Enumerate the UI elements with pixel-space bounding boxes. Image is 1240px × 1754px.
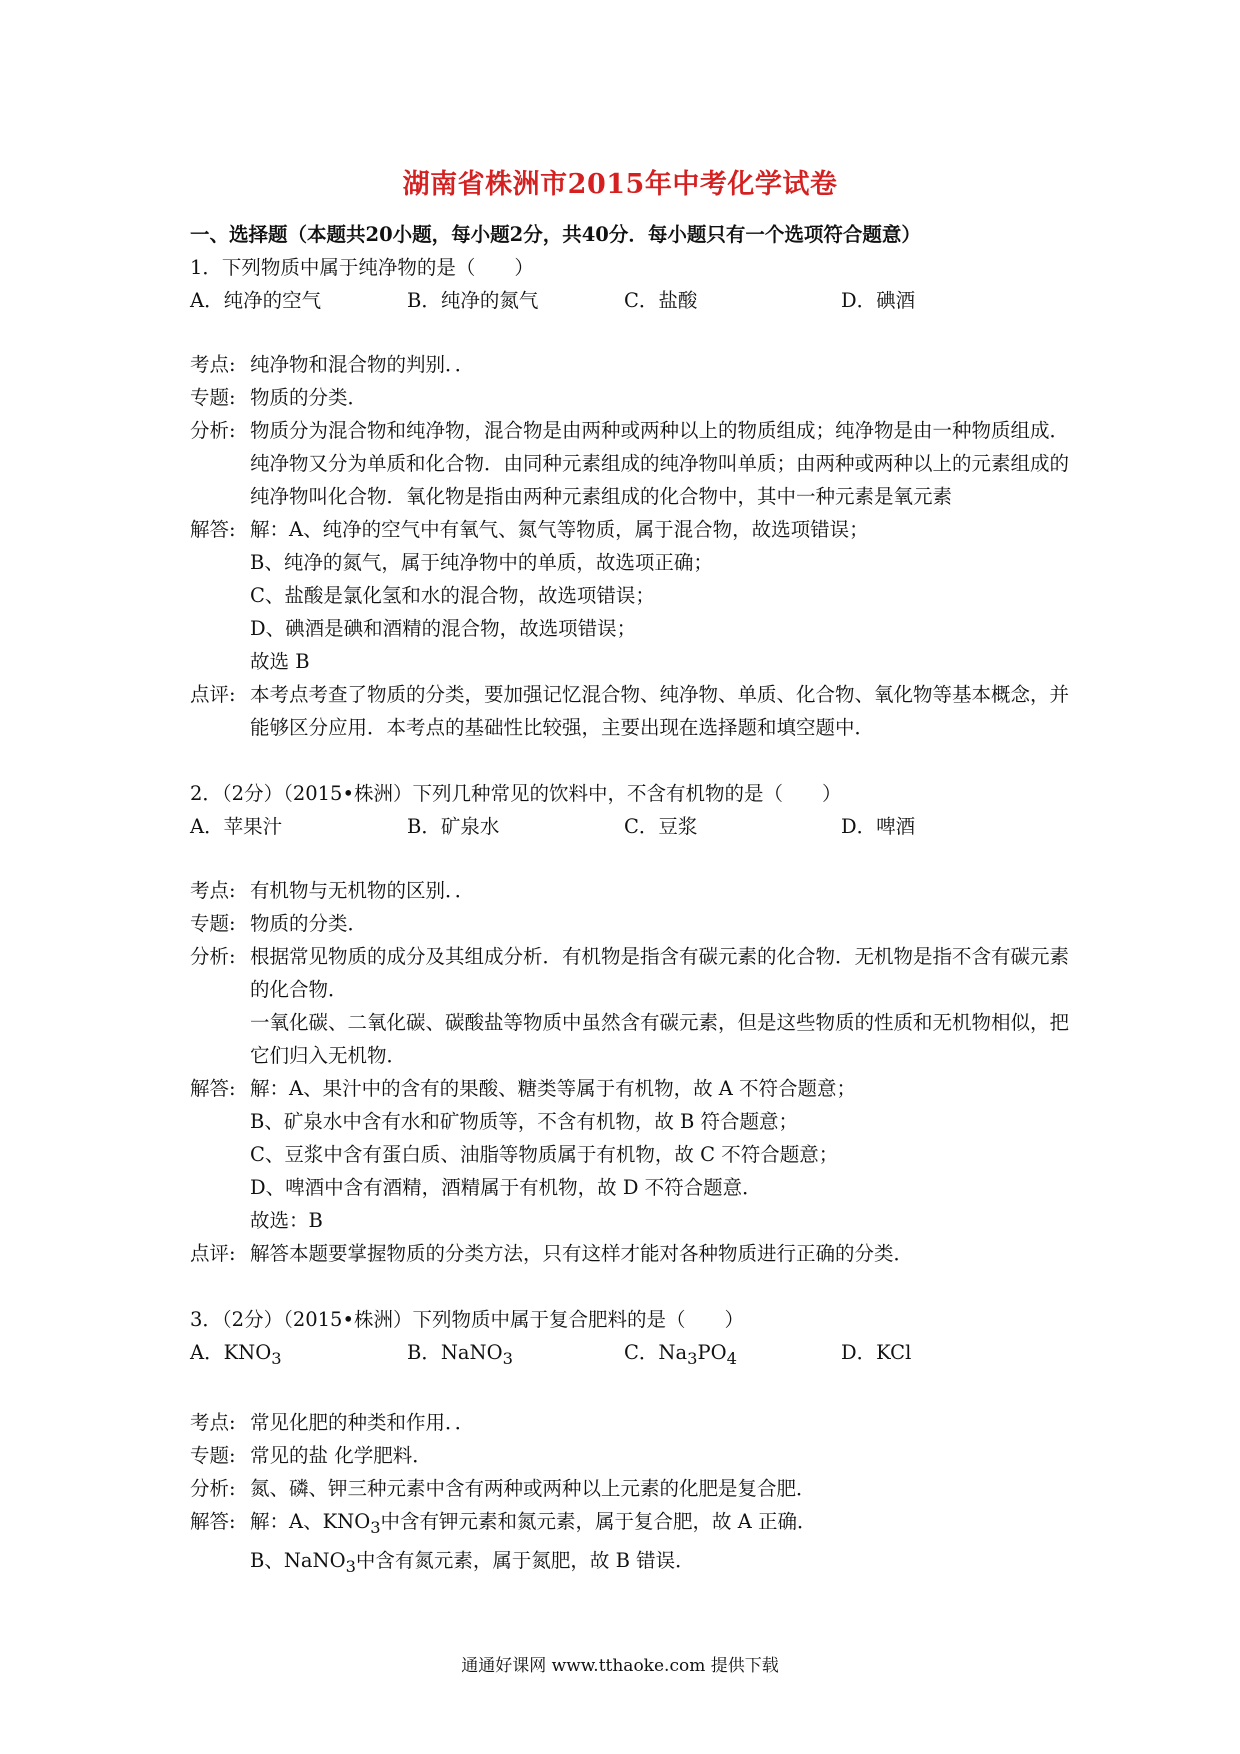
- q3-fenxi: [190, 1472, 1070, 1505]
- q1-dianping: [190, 678, 1070, 744]
- page-title: 湖南省株洲市2015年中考化学试卷: [402, 169, 838, 200]
- q1-options: [190, 284, 1070, 317]
- q1-dianping-text: 本考点考查了物质的分类，要加强记忆混合物、纯净物、单质、化合物、氧化物等基本概念，并能够区分应用．本考点的基础性比较强，主要出现在选择题和填空题中．: [250, 683, 1070, 739]
- q1-fenxi-text: 物质分为混合物和纯净物，混合物是由两种或两种以上的物质组成；纯净物是由一种物质组成．纯净物又分为单质和化合物．由同种元素组成的纯净物叫单质；由两种或两种以上的元素组成的纯净物叫化合物．氧化物是指由两种元素组成的化合物中，其中一种元素是氧元素: [250, 419, 1070, 508]
- q2-kaodian-label: 考点:: [190, 879, 236, 902]
- q1-kaodian-text: 纯净物和混合物的判别．．: [250, 353, 475, 376]
- q1-fenxi: [190, 414, 1070, 513]
- q1-jieda-label: 解答:: [190, 518, 236, 541]
- q2-fenxi: [190, 940, 1070, 1072]
- q2-fenxi-label: 分析:: [190, 945, 236, 968]
- q1-option-c: C．盐酸: [624, 289, 698, 312]
- q2-zhuanti-text: 物质的分类．: [250, 912, 368, 935]
- q1-dianping-label: 点评:: [190, 683, 236, 706]
- q3-kaodian: [190, 1406, 1070, 1439]
- q1-jieda-line-4: D、碘酒是碘和酒精的混合物，故选项错误；: [250, 617, 637, 640]
- q1-zhuanti-label: 专题:: [190, 386, 236, 409]
- q3-option-c: C．$Na_3PO_4$: [624, 1341, 737, 1368]
- q2-jieda-label: 解答:: [190, 1077, 236, 1100]
- q2-options: [190, 810, 1070, 843]
- q1-zhuanti-text: 物质的分类．: [250, 386, 368, 409]
- q2-kaodian: [190, 874, 1070, 907]
- q3-fenxi-label: 分析:: [190, 1476, 236, 1500]
- q2-zhuanti: [190, 907, 1070, 940]
- q2-stem: 2．（2分）（2015•株洲）下列几种常见的饮料中，不含有机物的是（ ）: [190, 782, 842, 805]
- q1-fenxi-label: 分析:: [190, 419, 236, 442]
- q3-kaodian-text: 常见化肥的种类和作用．．: [250, 1410, 475, 1434]
- q2-jieda-line-3: C、豆浆中含有蛋白质、油脂等物质属于有机物，故 C 不符合题意；: [250, 1143, 839, 1166]
- q1-jieda-line-3: C、盐酸是氯化氢和水的混合物，故选项错误；: [250, 584, 655, 607]
- q2-fenxi-para-1: 根据常见物质的成分及其组成分析．有机物是指含有碳元素的化合物．无机物是指不含有碳元素的化合物．: [250, 945, 1070, 1001]
- q3-option-d: D．KCl: [841, 1341, 912, 1364]
- q2-option-c: C．豆浆: [624, 815, 698, 838]
- q3-options: [190, 1336, 1070, 1375]
- section-heading: 一、选择题（本题共20小题，每小题2分，共40分．每小题只有一个选项符合题意）: [190, 223, 921, 246]
- q2-jieda: [190, 1072, 1070, 1237]
- page-footer: 通通好课网 www.tthaoke.com 提供下载: [461, 1656, 779, 1676]
- q3-fenxi-text: 氮、磷、钾三种元素中含有两种或两种以上元素的化肥是复合肥．: [250, 1476, 816, 1500]
- q3-jieda: [190, 1505, 1070, 1583]
- q3-zhuanti-label: 专题:: [190, 1443, 236, 1467]
- q3-jieda-label: 解答:: [190, 1509, 236, 1533]
- q1-stem: 1．下列物质中属于纯净物的是（ ）: [190, 256, 534, 279]
- q2-option-b: B．矿泉水: [407, 815, 500, 838]
- q1-kaodian: [190, 348, 1070, 381]
- q1-kaodian-label: 考点:: [190, 353, 236, 376]
- q3-kaodian-label: 考点:: [190, 1410, 236, 1434]
- q2-jieda-line-4: D、啤酒中含有酒精，酒精属于有机物，故 D 不符合题意．: [250, 1176, 762, 1199]
- q1-option-a: A．纯净的空气: [190, 289, 322, 312]
- q1-jieda-line-5: 故选 B: [250, 650, 310, 673]
- q2-zhuanti-label: 专题:: [190, 912, 236, 935]
- q3-stem: 3．（2分）（2015•株洲）下列物质中属于复合肥料的是（ ）: [190, 1308, 744, 1331]
- q2-jieda-line-1: 解：A、果汁中的含有的果酸、糖类等属于有机物，故 A 不符合题意；: [250, 1077, 857, 1100]
- q2-fenxi-para-2: 一氧化碳、二氧化碳、碳酸盐等物质中虽然含有碳元素，但是这些物质的性质和无机物相似，把它们归入无机物．: [250, 1011, 1070, 1067]
- q3-jieda-line-2: B、NaNO$_3$中含有氮元素，属于氮肥，故 B 错误．: [250, 1548, 695, 1576]
- q1-jieda: [190, 513, 1070, 678]
- q2-dianping-text: 解答本题要掌握物质的分类方法，只有这样才能对各种物质进行正确的分类．: [250, 1242, 914, 1265]
- q3-option-a: A．$KNO_3$: [190, 1341, 282, 1368]
- q3-jieda-line-1: 解：A、$KNO_3$中含有钾元素和氮元素，属于复合肥，故 A 正确．: [250, 1509, 817, 1537]
- q3-zhuanti: [190, 1439, 1070, 1472]
- q2-dianping-label: 点评:: [190, 1242, 236, 1265]
- q2-jieda-line-5: 故选：B: [250, 1209, 323, 1232]
- q1-option-d: D．碘酒: [841, 289, 916, 312]
- q3-option-b: B．NaNO$_3$: [407, 1341, 513, 1368]
- q1-option-b: B．纯净的氮气: [407, 289, 539, 312]
- q2-dianping: [190, 1237, 1070, 1270]
- q1-zhuanti: [190, 381, 1070, 414]
- content: [190, 218, 1070, 1583]
- q3-zhuanti-text: 常见的盐 化学肥料．: [250, 1443, 432, 1467]
- q1-jieda-line-2: B、纯净的氮气，属于纯净物中的单质，故选项正确；: [250, 551, 713, 574]
- q2-option-a: A．苹果汁: [190, 815, 283, 838]
- q2-kaodian-text: 有机物与无机物的区别．．: [250, 879, 475, 902]
- q1-jieda-line-1: 解：A、纯净的空气中有氧气、氮气等物质，属于混合物，故选项错误；: [250, 518, 869, 541]
- q2-jieda-line-2: B、矿泉水中含有水和矿物质等，不含有机物，故 B 符合题意；: [250, 1110, 799, 1133]
- q2-option-d: D．啤酒: [841, 815, 916, 838]
